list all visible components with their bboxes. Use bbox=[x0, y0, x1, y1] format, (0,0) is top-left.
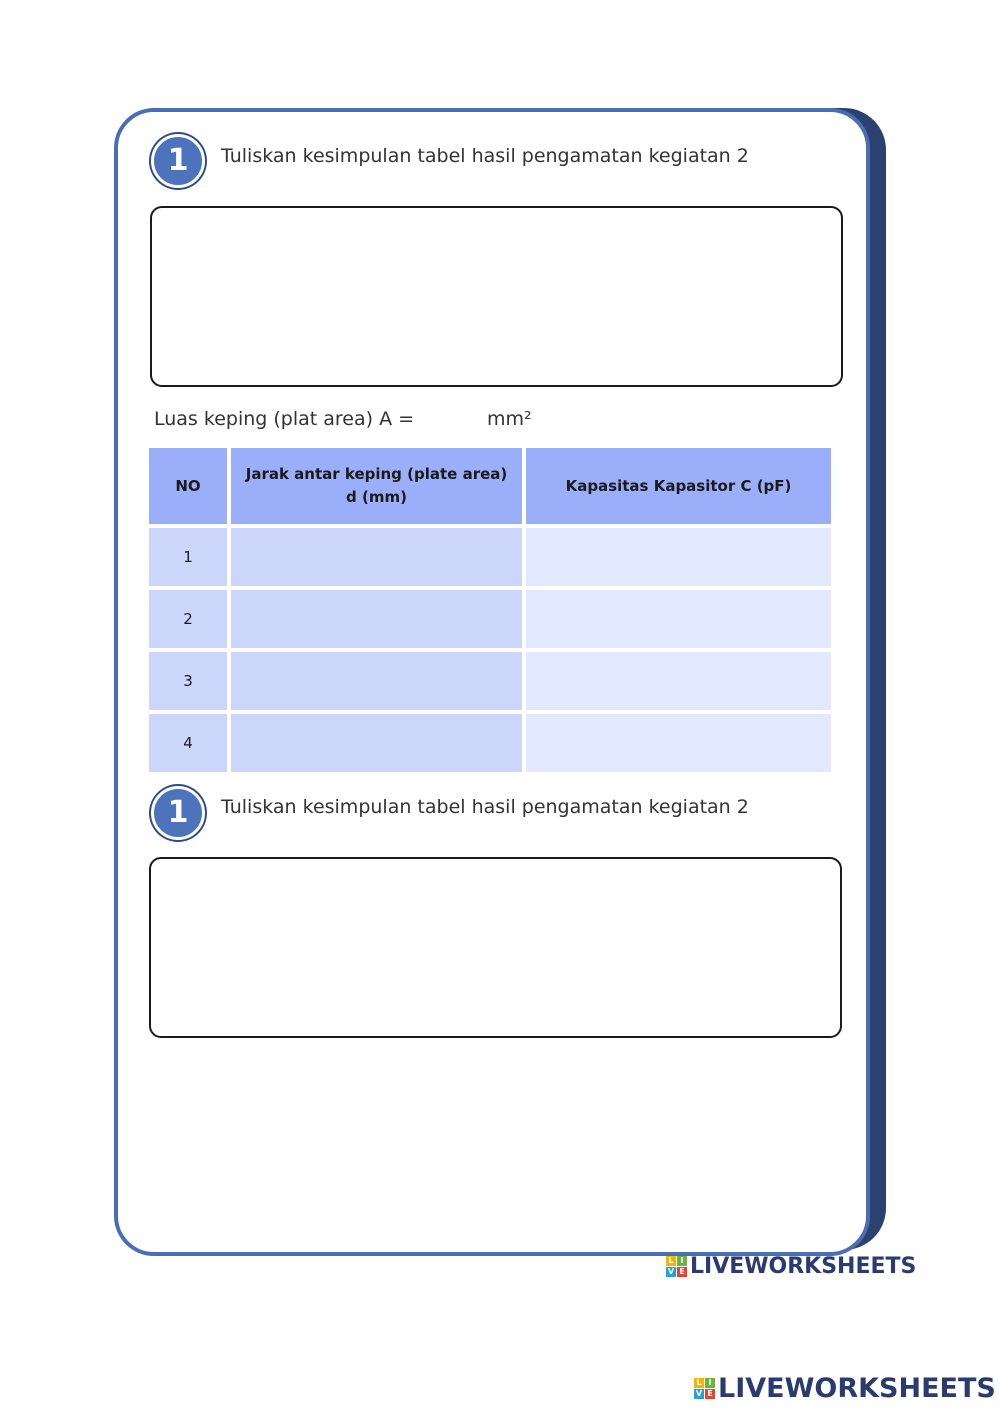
distance-input-cell[interactable] bbox=[231, 590, 522, 648]
liveworksheets-logo-footer bbox=[694, 1373, 996, 1404]
header-capacitance: Kapasitas Kapasitor C (pF) bbox=[526, 448, 831, 524]
question-prompt: Tuliskan kesimpulan tabel hasil pengamatan kegiatan 2 bbox=[221, 796, 749, 818]
plate-area-label: Luas keping (plat area) A = bbox=[154, 408, 415, 430]
header-no: NO bbox=[149, 448, 227, 524]
capacitance-input-cell[interactable] bbox=[526, 590, 831, 648]
capacitance-input-cell[interactable] bbox=[526, 528, 831, 586]
capacitance-input-cell[interactable] bbox=[526, 652, 831, 710]
answer-box-2[interactable] bbox=[149, 857, 842, 1038]
question-prompt: Tuliskan kesimpulan tabel hasil pengamatan kegiatan 2 bbox=[221, 145, 749, 167]
question-number-badge: 1 bbox=[151, 786, 205, 840]
logo-mark-icon: L I V E bbox=[666, 1256, 687, 1277]
liveworksheets-logo bbox=[666, 1254, 916, 1279]
logo-text: LIVEWORKSHEETS bbox=[718, 1373, 996, 1404]
answer-box-1[interactable] bbox=[150, 206, 843, 387]
distance-input-cell[interactable] bbox=[231, 714, 522, 772]
capacitance-input-cell[interactable] bbox=[526, 714, 831, 772]
row-number: 3 bbox=[149, 652, 227, 710]
row-number: 2 bbox=[149, 590, 227, 648]
row-number: 1 bbox=[149, 528, 227, 586]
plate-area-unit: mm² bbox=[487, 408, 532, 430]
logo-mark-icon: L I V E bbox=[694, 1378, 715, 1399]
logo-text: LIVEWORKSHEETS bbox=[690, 1254, 917, 1279]
distance-input-cell[interactable] bbox=[231, 528, 522, 586]
plate-area-input[interactable] bbox=[430, 404, 486, 436]
row-number: 4 bbox=[149, 714, 227, 772]
distance-input-cell[interactable] bbox=[231, 652, 522, 710]
header-distance: Jarak antar keping (plate area) d (mm) bbox=[231, 448, 522, 524]
question-number-badge: 1 bbox=[151, 134, 205, 188]
